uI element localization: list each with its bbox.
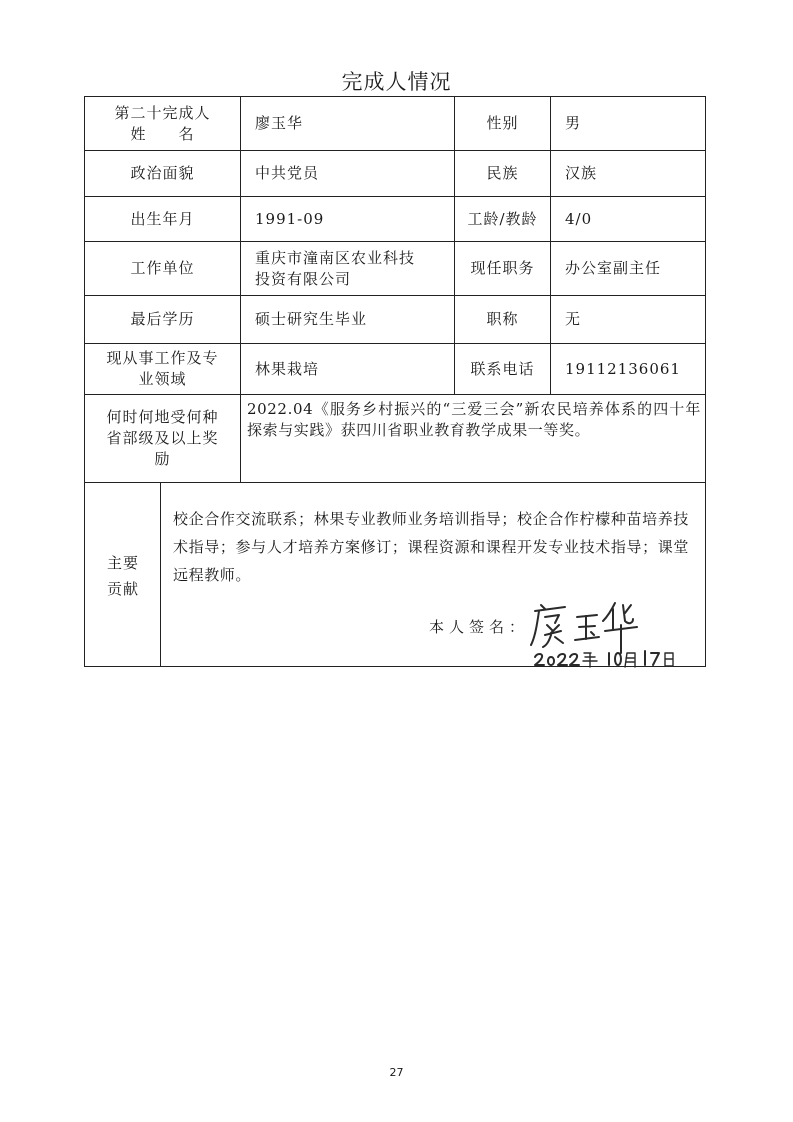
page-title: 完成人情况 xyxy=(341,70,452,94)
grid-line xyxy=(85,482,705,483)
education-value: 硕士研究生毕业 xyxy=(255,310,368,328)
birth-date-value: 1991-09 xyxy=(255,209,325,228)
employer-label: 工作单位 xyxy=(130,259,195,277)
work-years-value: 4/0 xyxy=(565,209,593,228)
contribution-text: 校企合作交流联系；林果专业教师业务培训指导；校企合作柠檬种苗培养技术指导；参与人才培养方案修订；课程资源和课程开发专业技术指导；课堂远程教师。 xyxy=(173,510,689,584)
name-value: 廖玉华 xyxy=(255,114,304,132)
contribution-label: 主要 贡献 xyxy=(106,553,139,598)
ethnicity-label: 民族 xyxy=(486,164,519,182)
gender-label: 性别 xyxy=(486,114,519,132)
political-status-value: 中共党员 xyxy=(255,164,320,182)
position-label: 现任职务 xyxy=(470,259,535,277)
field-value: 林果栽培 xyxy=(255,359,320,378)
work-years-label: 工龄/教龄 xyxy=(467,209,538,228)
birth-date-label: 出生年月 xyxy=(130,209,195,228)
title-label: 职称 xyxy=(486,310,519,328)
award-label: 何时何地受何种 省部级及以上奖 励 xyxy=(106,408,219,468)
page-number: 27 xyxy=(389,1066,404,1079)
field-label: 现从事工作及专 业领域 xyxy=(106,349,219,388)
phone-label: 联系电话 xyxy=(470,359,535,378)
title-value: 无 xyxy=(565,310,582,328)
phone-value: 19112136061 xyxy=(565,359,681,378)
personnel-info-table xyxy=(84,96,706,667)
gender-value: 男 xyxy=(565,114,582,132)
name-label: 第二十完成人 姓 名 xyxy=(114,103,211,143)
political-status-label: 政治面貌 xyxy=(130,164,195,182)
handwritten-signature xyxy=(529,595,699,670)
ethnicity-value: 汉族 xyxy=(565,164,598,182)
position-value: 办公室副主任 xyxy=(565,259,662,277)
award-text: 2022.04《服务乡村振兴的“三爱三会”新农民培养体系的四十年探索与实践》获四川省职业教育教学成果一等奖。 xyxy=(247,400,701,439)
signature-label: 本人签名： xyxy=(429,618,530,636)
education-label: 最后学历 xyxy=(130,310,195,328)
employer-value: 重庆市潼南区农业科技 投资有限公司 xyxy=(255,248,416,288)
